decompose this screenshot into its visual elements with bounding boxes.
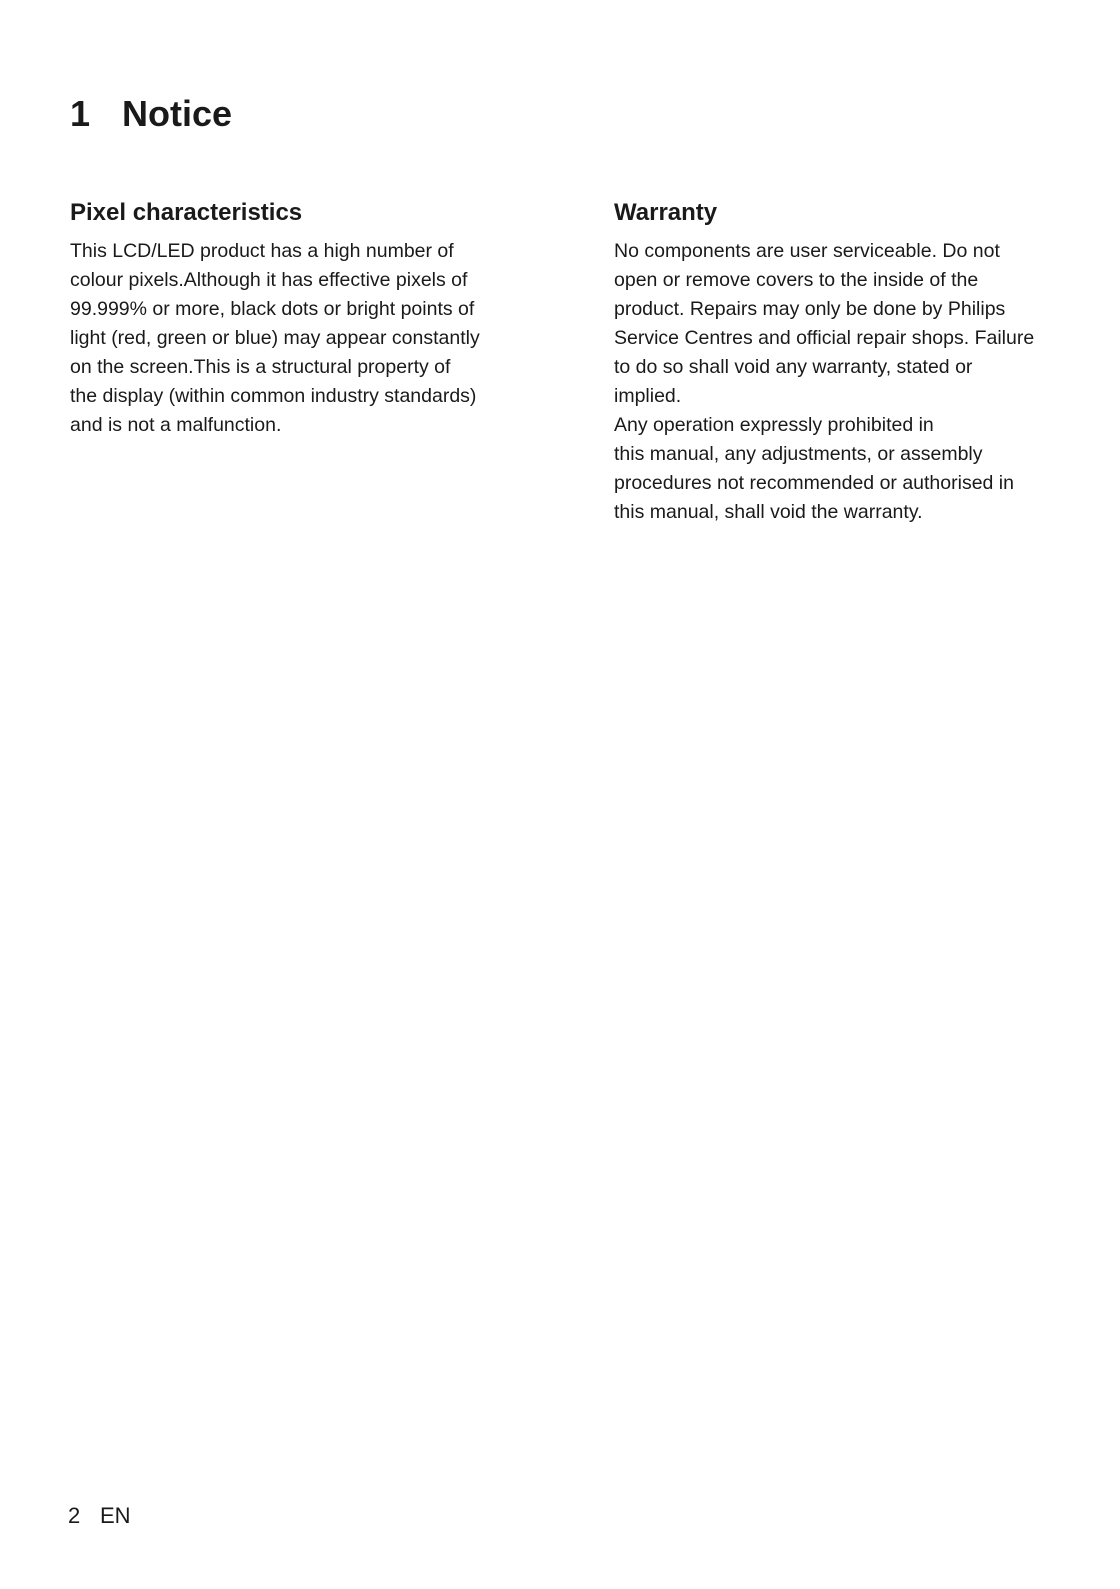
pixel-body-line: colour pixels.Although it has effective pixels of xyxy=(70,269,468,291)
warranty-body-line: Any operation expressly prohibited in xyxy=(614,414,934,436)
page-footer xyxy=(68,1502,131,1530)
warranty-body-line: procedures not recommended or authorised in xyxy=(614,472,1014,494)
pixel-body-line: light (red, green or blue) may appear constantly xyxy=(70,327,480,349)
pixel-body-line: on the screen.This is a structural property of xyxy=(70,356,451,378)
chapter-heading xyxy=(70,92,232,136)
page-number: 2 xyxy=(68,1503,81,1528)
pixel-body-line: the display (within common industry standards) xyxy=(70,385,477,407)
warranty-section xyxy=(614,196,1084,527)
chapter-number: 1 xyxy=(70,93,91,134)
warranty-body-line: Service Centres and official repair shops. Failure xyxy=(614,327,1035,349)
pixel-characteristics-heading: Pixel characteristics xyxy=(70,199,303,226)
language-code: EN xyxy=(100,1503,131,1528)
warranty-body-line: product. Repairs may only be done by Philips xyxy=(614,298,1006,320)
pixel-body-line: 99.999% or more, black dots or bright points of xyxy=(70,298,475,320)
pixel-characteristics-section xyxy=(70,196,540,440)
warranty-body-line: this manual, shall void the warranty. xyxy=(614,501,923,523)
warranty-body-line: open or remove covers to the inside of the xyxy=(614,269,979,291)
pixel-body-line: and is not a malfunction. xyxy=(70,414,282,436)
warranty-body-line: to do so shall void any warranty, stated or xyxy=(614,356,973,378)
warranty-body-line: this manual, any adjustments, or assembly xyxy=(614,443,983,465)
pixel-characteristics-body xyxy=(70,237,540,440)
chapter-title: Notice xyxy=(122,93,233,134)
warranty-body-line: No components are user serviceable. Do not xyxy=(614,240,1000,262)
pixel-body-line: This LCD/LED product has a high number of xyxy=(70,240,454,262)
warranty-body-line: implied. xyxy=(614,385,682,407)
warranty-heading: Warranty xyxy=(614,199,718,226)
warranty-body xyxy=(614,237,1084,527)
